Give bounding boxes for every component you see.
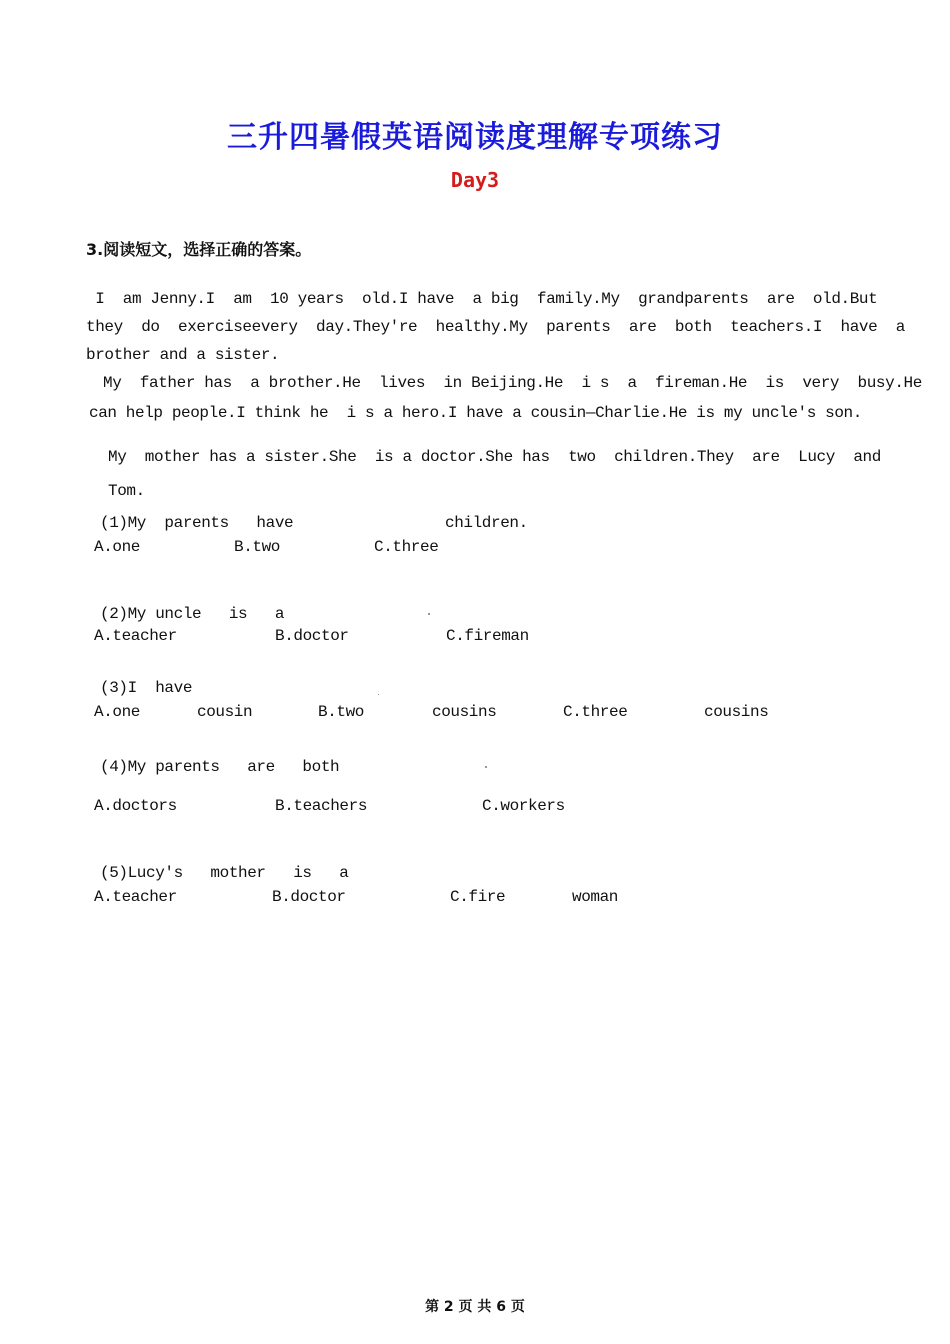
question-stem: (2)My uncle is a: [100, 605, 285, 623]
option-c[interactable]: C.three: [563, 703, 628, 721]
passage-line: My father has a brother.He lives in Beijing.He i s a fireman.He is very busy.He: [103, 374, 922, 392]
option-a[interactable]: A.doctors: [94, 797, 177, 815]
passage-line: I am Jenny.I am 10 years old.I have a big family.My grandparents are old.But: [86, 290, 878, 308]
question-stem-end: children.: [445, 514, 528, 532]
option-b[interactable]: B.two: [318, 703, 365, 721]
stray-dot: [428, 613, 430, 615]
option-a[interactable]: A.teacher: [94, 888, 177, 906]
passage-line: can help people.I think he i s a hero.I have a cousin—Charlie.He is my uncle's son.: [89, 404, 862, 422]
option-c[interactable]: C.workers: [482, 797, 565, 815]
option-a-word: cousin: [197, 703, 253, 721]
question-stem: (5)Lucy's mother is a: [100, 864, 349, 882]
stray-dot: [378, 694, 379, 695]
option-b-word: cousins: [432, 703, 497, 721]
question-stem: (1)My parents have: [100, 514, 294, 532]
passage-line: they do exerciseevery day.They're healthy.My parents are both teachers.I have a: [86, 318, 905, 336]
option-b[interactable]: B.teachers: [275, 797, 368, 815]
option-b[interactable]: B.two: [234, 538, 281, 556]
option-a[interactable]: A.teacher: [94, 627, 177, 645]
option-a[interactable]: A.one: [94, 703, 141, 721]
question-stem: (3)I have: [100, 679, 193, 697]
option-c[interactable]: C.fire: [450, 888, 506, 906]
day-subtitle: Day3: [450, 168, 500, 192]
option-b[interactable]: B.doctor: [275, 627, 349, 645]
option-b[interactable]: B.doctor: [272, 888, 346, 906]
question-stem: (4)My parents are both: [100, 758, 340, 776]
page-title: 三升四暑假英语阅读度理解专项练习: [227, 120, 723, 155]
passage-line: Tom.: [108, 482, 145, 500]
stray-dot: [485, 766, 487, 768]
passage-line: brother and a sister.: [86, 346, 280, 364]
option-c[interactable]: C.fireman: [446, 627, 529, 645]
option-a[interactable]: A.one: [94, 538, 141, 556]
instruction-text: 3.阅读短文，选择正确的答案。: [86, 240, 312, 259]
passage-line: My mother has a sister.She is a doctor.She has two children.They are Lucy and: [108, 448, 881, 466]
option-c-word: woman: [572, 888, 619, 906]
option-c[interactable]: C.three: [374, 538, 439, 556]
option-c-word: cousins: [704, 703, 769, 721]
page-footer: 第 2 页 共 6 页: [425, 1299, 525, 1315]
